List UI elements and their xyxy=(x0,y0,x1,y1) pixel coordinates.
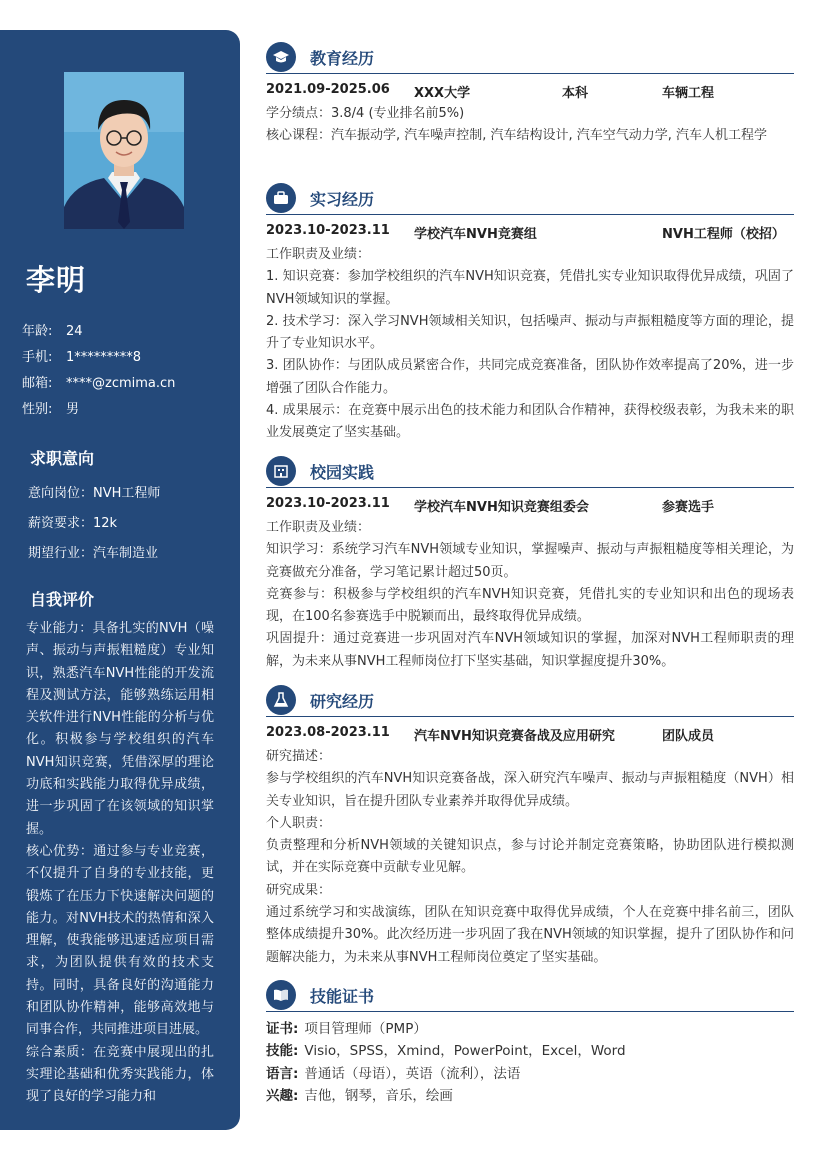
detail-line: 参与学校组织的汽车NVH知识竞赛备战，深入研究汽车噪声、振动与声振粗糙度（NVH）相关专业知识，旨在提升团队专业素养并取得优异成绩。 xyxy=(266,771,794,809)
entry-role: 参赛选手 xyxy=(662,500,715,515)
education-details xyxy=(266,103,794,148)
graduation-cap-icon xyxy=(266,42,296,72)
campus-details xyxy=(266,517,794,673)
intent-industry: 期望行业：汽车制造业 xyxy=(28,546,159,561)
section-title: 教育经历 xyxy=(310,49,375,68)
job-intent xyxy=(28,479,160,569)
entry-org: 学校汽车NVH知识竞赛组委会 xyxy=(414,500,589,515)
book-icon xyxy=(266,980,296,1010)
skill-row-certificate: 证书: 项目管理师（PMP） xyxy=(266,1021,427,1037)
entry-date: 2023.10-2023.11 xyxy=(266,223,390,238)
entry-org: 汽车NVH知识竞赛备战及应用研究 xyxy=(414,729,615,744)
entry-org: 学校汽车NVH竞赛组 xyxy=(414,227,537,242)
skills-list xyxy=(266,1018,794,1107)
section-education-header xyxy=(266,40,794,74)
entry-school: XXX大学 xyxy=(414,86,471,101)
campus-entry xyxy=(266,496,794,516)
detail-line: 负责整理和分析NVH领域的关键知识点，参与讨论并制定竞赛策略，协助团队进行模拟测试，并在实际竞赛中贡献专业见解。 xyxy=(266,838,794,876)
detail-line: 核心课程：汽车振动学, 汽车噪声控制, 汽车结构设计, 汽车空气动力学, 汽车人机工程学 xyxy=(266,128,768,144)
detail-line: 知识学习：系统学习汽车NVH领域专业知识，掌握噪声、振动与声振粗糙度等相关理论，为竞赛做充分准备，学习笔记累计超过50页。 xyxy=(266,542,794,580)
skill-row-skills: 技能: Visio，SPSS，Xmind，PowerPoint，Excel，Word xyxy=(266,1043,626,1060)
intent-position: 意向岗位：NVH工程师 xyxy=(28,486,161,501)
self-eval-title: 自我评价 xyxy=(30,590,95,609)
detail-line: 工作职责及业绩： xyxy=(266,520,371,535)
entry-date: 2023.08-2023.11 xyxy=(266,725,390,740)
basic-info xyxy=(22,319,175,423)
section-title: 研究经历 xyxy=(310,692,375,711)
section-skills-header xyxy=(266,978,794,1012)
flask-icon xyxy=(266,685,296,715)
self-eval-paragraph: 专业能力：具备扎实的NVH（噪声、振动与声振粗糙度）专业知识，熟悉汽车NVH性能的开发流程及测试方法，能够熟练运用相关软件进行NVH性能的分析与优化。积极参与学校组织的汽车NVH知识竞赛，凭借深厚的理论功底和实践能力取得优异成绩，进一步巩固了在该领域的知识掌握。 xyxy=(26,621,214,837)
section-research-header xyxy=(266,683,794,717)
self-eval-paragraph: 综合素质：在竞赛中展现出的扎实理论基础和优秀实践能力，体现了良好的学习能力和 xyxy=(26,1044,214,1105)
detail-line: 通过系统学习和实战演练，团队在知识竞赛中取得优异成绩，个人在竞赛中排名前三，团队整体成绩提升30%。此次经历进一步巩固了我在NVH领域的知识掌握，提升了团队协作和问题解决能力，为未来从事NVH工程师岗位奠定了坚实基础。 xyxy=(266,905,794,965)
detail-line: 3. 团队协作：与团队成员紧密合作，共同完成竞赛准备，团队协作效率提高了20%，进一步增强了团队合作能力。 xyxy=(266,358,794,396)
intent-title: 求职意向 xyxy=(30,449,95,468)
education-entry xyxy=(266,82,794,102)
profile-photo xyxy=(64,72,184,229)
research-entry xyxy=(266,725,794,745)
sidebar xyxy=(0,30,240,1130)
internship-entry xyxy=(266,223,794,243)
detail-line: 学分绩点：3.8/4 (专业排名前5%) xyxy=(266,106,465,121)
detail-line: 个人职责： xyxy=(266,815,332,831)
detail-line: 竞赛参与：积极参与学校组织的汽车NVH知识竞赛，凭借扎实的专业知识和出色的现场表现，在100名参赛选手中脱颖而出，最终取得优异成绩。 xyxy=(266,586,794,625)
entry-role: 团队成员 xyxy=(662,729,715,744)
section-title: 技能证书 xyxy=(310,987,375,1006)
briefcase-icon xyxy=(266,183,296,213)
detail-line: 巩固提升：通过竞赛进一步巩固对汽车NVH领域知识的掌握，加深对NVH工程师职责的理解，为未来从事NVH工程师岗位打下坚实基础，知识掌握度提升30%。 xyxy=(266,631,794,669)
entry-date: 2023.10-2023.11 xyxy=(266,496,390,511)
detail-line: 工作职责及业绩： xyxy=(266,247,371,262)
research-details xyxy=(266,746,794,969)
info-gender: 性别: 男 xyxy=(22,402,80,417)
intent-salary: 薪资要求：12k xyxy=(28,516,118,531)
self-evaluation xyxy=(26,618,214,1109)
detail-line: 研究描述： xyxy=(266,749,332,764)
entry-degree: 本科 xyxy=(562,86,589,101)
entry-major: 车辆工程 xyxy=(662,86,715,101)
detail-line: 1. 知识竞赛：参加学校组织的汽车NVH知识竞赛，凭借扎实专业知识取得优异成绩，巩固了NVH领域知识的掌握。 xyxy=(266,269,794,307)
self-eval-paragraph: 核心优势：通过参与专业竞赛，不仅提升了自身的专业技能，更锻炼了在压力下快速解决问题的能力。对NVH技术的热情和深入理解，使我能够迅速适应项目需求，为团队提供有效的技术支持。同时，具备良好的沟通能力和团队协作精神，能够高效地与同事合作，共同推进项目进展。 xyxy=(26,843,214,1038)
section-internship-header xyxy=(266,181,794,215)
info-email: 邮箱: ****@zcmima.cn xyxy=(22,376,176,391)
internship-details xyxy=(266,244,794,445)
entry-role: NVH工程师（校招） xyxy=(662,227,785,242)
building-icon xyxy=(266,456,296,486)
info-phone: 手机: 1*********8 xyxy=(22,350,142,365)
section-title: 校园实践 xyxy=(310,463,375,482)
section-campus-header xyxy=(266,454,794,488)
info-age: 年龄: 24 xyxy=(22,324,83,339)
candidate-name: 李明 xyxy=(26,263,87,297)
detail-line: 2. 技术学习：深入学习NVH领域相关知识，包括噪声、振动与声振粗糙度等方面的理论，提升了专业知识水平。 xyxy=(266,313,794,352)
detail-line: 4. 成果展示：在竞赛中展示出色的技术能力和团队合作精神，获得校级表彰，为我未来的职业发展奠定了坚实基础。 xyxy=(266,403,794,441)
skill-row-language: 语言: 普通话（母语），英语（流利），法语 xyxy=(266,1065,521,1082)
skill-row-interests: 兴趣: 吉他，钢琴，音乐，绘画 xyxy=(266,1087,453,1104)
entry-date: 2021.09-2025.06 xyxy=(266,82,390,97)
detail-line: 研究成果： xyxy=(266,882,332,898)
section-title: 实习经历 xyxy=(310,190,375,209)
